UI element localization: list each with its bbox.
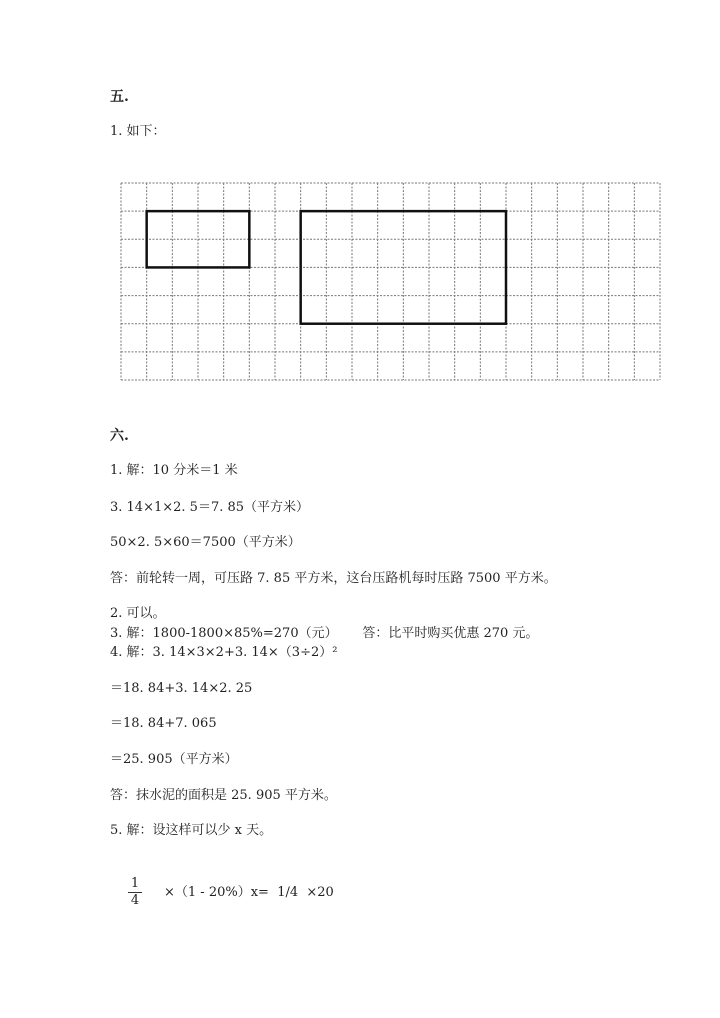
fraction-denominator: 4 bbox=[130, 893, 140, 908]
equation-rest: ×（1 - 20%）x= 1/4 ×20 bbox=[164, 885, 334, 900]
fraction-one-quarter bbox=[128, 876, 142, 909]
solution-line: 3. 14×1×2. 5＝7. 85（平方米） bbox=[110, 500, 310, 515]
solution-line: 4. 解：3. 14×3×2+3. 14×（3÷2）² bbox=[110, 645, 338, 660]
solution-line: 答：抹水泥的面积是 25. 905 平方米。 bbox=[110, 788, 337, 803]
section-5-heading: 五. bbox=[110, 89, 129, 105]
section-6-heading: 六. bbox=[110, 428, 129, 444]
solution-line: 答：前轮转一周，可压路 7. 85 平方米，这台压路机每时压路 7500 平方米。 bbox=[110, 571, 557, 586]
solution-line: 1. 解：10 分米＝1 米 bbox=[110, 463, 238, 478]
solution-line: 5. 解：设这样可以少 x 天。 bbox=[110, 823, 273, 838]
solution-line: ＝25. 905（平方米） bbox=[110, 752, 238, 767]
solution-line: 50×2. 5×60＝7500（平方米） bbox=[110, 535, 301, 550]
solution-line: 3. 解：1800-1800×85%=270（元） 答：比平时购买优惠 270 元。 bbox=[110, 626, 539, 641]
solution-line: ＝18. 84+7. 065 bbox=[110, 716, 217, 731]
fraction-numerator: 1 bbox=[128, 876, 142, 893]
item-1-label: 1. 如下： bbox=[110, 124, 166, 139]
grid-figure bbox=[0, 0, 720, 400]
solution-line: 2. 可以。 bbox=[110, 606, 166, 621]
solution-line: ＝18. 84+3. 14×2. 25 bbox=[110, 681, 253, 696]
